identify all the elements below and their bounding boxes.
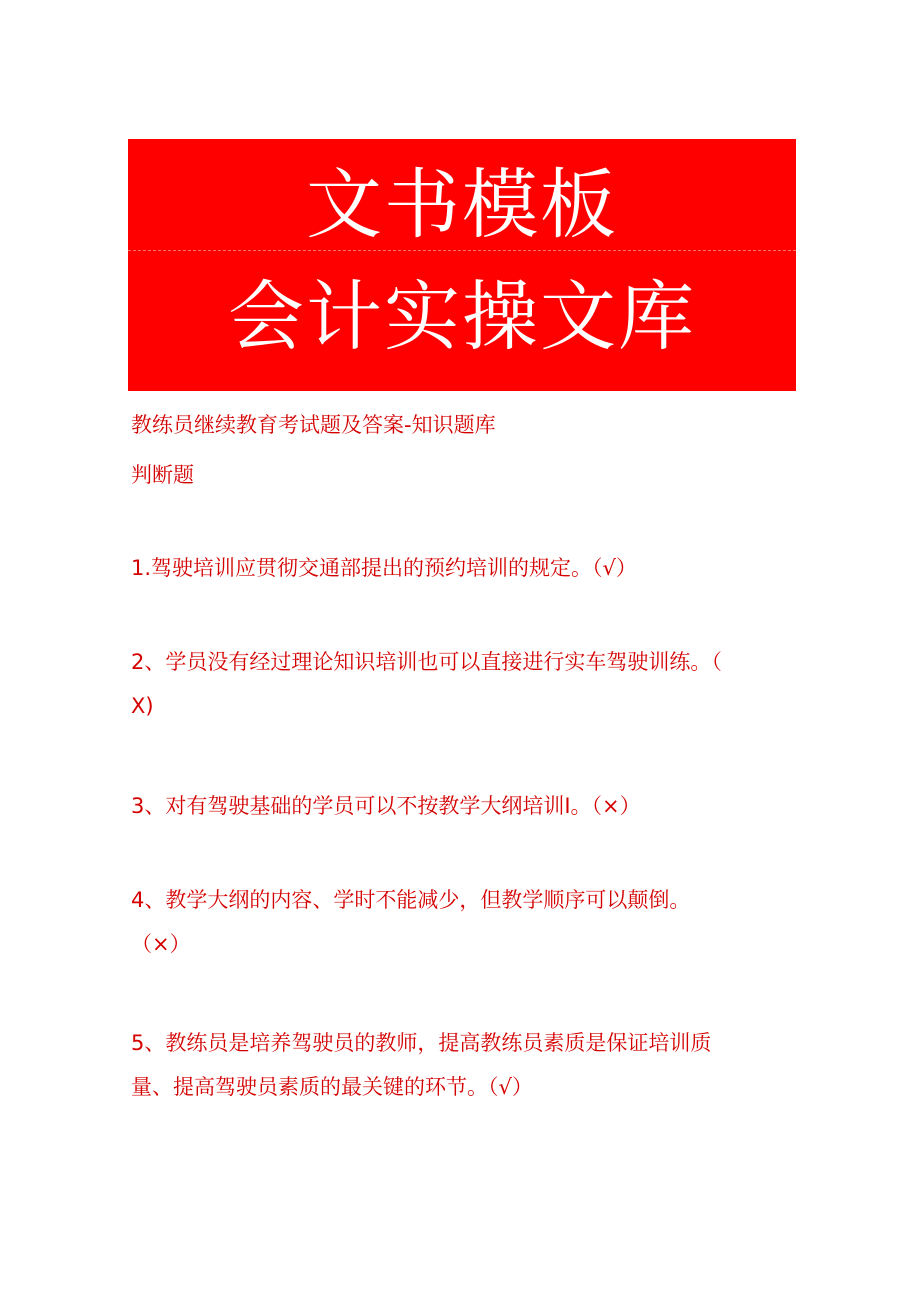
question-1 [131, 546, 791, 590]
question-5 [131, 1021, 791, 1109]
banner-title-line1: 文书模板 [306, 160, 618, 249]
banner-divider [128, 250, 796, 251]
question-3 [131, 784, 791, 828]
question-4-line-1: 4、教学大纲的内容、学时不能减少，但教学顺序可以颠倒。 [131, 888, 691, 912]
question-4-line-2: （×） [131, 932, 191, 956]
question-3-line-1: 3、对有驾驶基础的学员可以不按教学大纲培训I。（×） [131, 794, 641, 818]
question-5-line-1: 5、教练员是培养驾驶员的教师，提高教练员素质是保证培训质 [131, 1031, 712, 1055]
title-banner [128, 139, 796, 391]
question-2-line-1: 2、学员没有经过理论知识培训也可以直接进行实车驾驶训练。（ [131, 650, 722, 674]
question-5-line-2: 量、提高驾驶员素质的最关键的环节。（√） [131, 1075, 533, 1099]
question-2 [131, 640, 791, 728]
section-label: 判断题 [131, 463, 194, 487]
question-4 [131, 878, 791, 966]
document-title: 教练员继续教育考试题及答案-知识题库 [131, 413, 496, 437]
banner-title-line2: 会计实操文库 [228, 272, 696, 361]
question-1-line-1: 1.驾驶培训应贯彻交通部提出的预约培训的规定。（√） [131, 556, 637, 580]
question-2-line-2: X) [131, 694, 154, 718]
